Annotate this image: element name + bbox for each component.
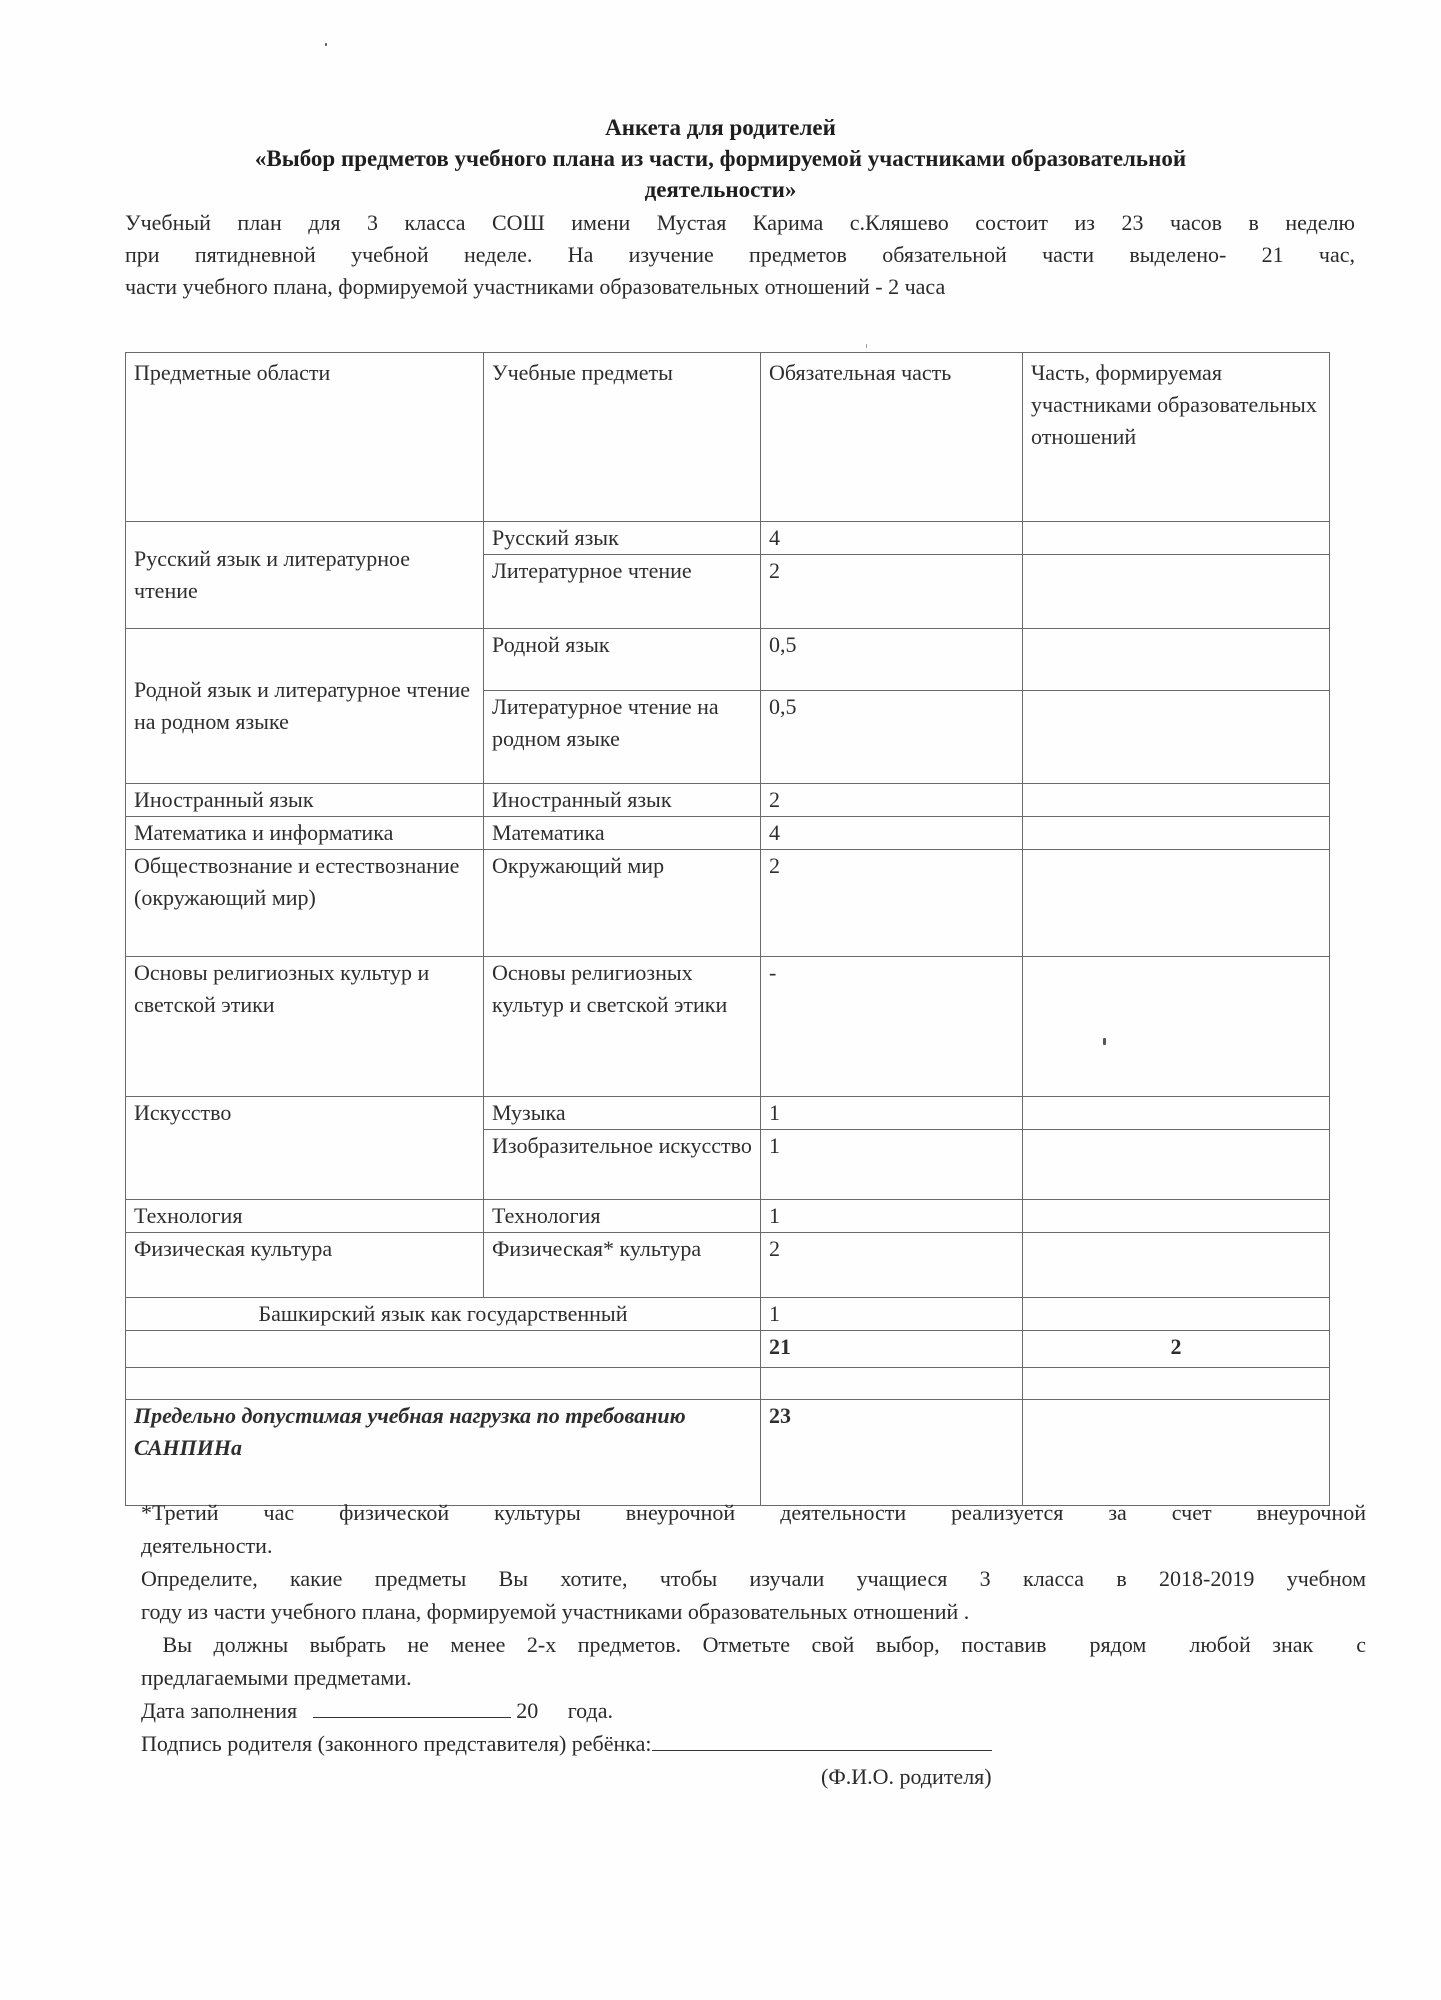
signature-caption: (Ф.И.О. родителя)	[821, 1764, 992, 1789]
cell-mandatory: -	[761, 957, 1023, 1097]
document-subtitle-line1: «Выбор предметов учебного плана из части, формируемой участниками образовательной	[254, 146, 1187, 171]
cell-mandatory: 2	[761, 555, 1023, 629]
intro-paragraph	[125, 207, 1355, 303]
curriculum-table	[125, 352, 1330, 1506]
scan-speck	[866, 344, 867, 348]
intro-line: при пятидневной учебной неделе. На изучение предметов обязательной части выделено- 21 час,	[125, 242, 1355, 267]
bashkir-row	[126, 1298, 1330, 1331]
cell-subject: Литературное чтение	[484, 555, 761, 629]
date-year-prefix: 20	[516, 1698, 539, 1723]
cell-mandatory: 1	[761, 1130, 1023, 1200]
cell-optional[interactable]	[1023, 1298, 1330, 1331]
cell-subject: Иностранный язык	[484, 784, 761, 817]
instruction-line: Определите, какие предметы Вы хотите, чтобы изучали учащиеся 3 класса в 2018-2019 учебном	[141, 1566, 1366, 1591]
signature-label: Подпись родителя (законного представителя) ребёнка:	[141, 1731, 652, 1756]
empty-row	[126, 1368, 1330, 1400]
cell-subject: Изобразительное искусство	[484, 1130, 761, 1200]
table-row	[126, 1233, 1330, 1298]
max-load-value: 23	[761, 1400, 1023, 1506]
intro-line: части учебного плана, формируемой участниками образовательных отношений - 2 часа	[125, 274, 946, 299]
cell-bashkir-label: Башкирский язык как государственный	[126, 1298, 761, 1331]
cell-empty	[761, 1368, 1023, 1400]
instruction-line: предлагаемыми предметами.	[141, 1665, 412, 1690]
footnote-line: *Третий час физической культуры внеурочной деятельности реализуется за счет внеурочной	[141, 1500, 1366, 1525]
cell-optional[interactable]	[1023, 522, 1330, 555]
cell-optional[interactable]	[1023, 1130, 1330, 1200]
cell-subject: Окружающий мир	[484, 850, 761, 957]
cell-optional[interactable]	[1023, 957, 1330, 1097]
cell-optional[interactable]	[1023, 817, 1330, 850]
cell-mandatory: 2	[761, 850, 1023, 957]
intro-line: Учебный план для 3 класса СОШ имени Мустая Карима с.Кляшево состоит из 23 часов в неделю	[125, 210, 1355, 235]
cell-mandatory: 0,5	[761, 691, 1023, 784]
cell-empty	[126, 1368, 761, 1400]
max-load-row	[126, 1400, 1330, 1506]
cell-area: Технология	[126, 1200, 484, 1233]
date-line	[141, 1694, 1366, 1727]
date-blank-field[interactable]	[313, 1716, 511, 1718]
cell-area: Иностранный язык	[126, 784, 484, 817]
signature-line	[141, 1727, 1366, 1760]
cell-optional[interactable]	[1023, 629, 1330, 691]
table-row	[126, 784, 1330, 817]
cell-subject: Русский язык	[484, 522, 761, 555]
cell-mandatory: 2	[761, 1233, 1023, 1298]
table-row	[126, 629, 1330, 691]
instruction-line: году из части учебного плана, формируемой участниками образовательных отношений .	[141, 1599, 970, 1624]
cell-subject: Основы религиозных культур и светской этики	[484, 957, 761, 1097]
cell-totals-label	[126, 1331, 761, 1368]
cell-subject: Технология	[484, 1200, 761, 1233]
cell-subject: Литературное чтение на родном языке	[484, 691, 761, 784]
table-row	[126, 957, 1330, 1097]
table-row	[126, 1097, 1330, 1130]
cell-optional	[1023, 1400, 1330, 1506]
cell-max-load-label: Предельно допустимая учебная нагрузка по требованию САНПИНа	[126, 1400, 761, 1506]
header-mandatory: Обязательная часть	[761, 353, 1023, 522]
cell-subject: Родной язык	[484, 629, 761, 691]
date-suffix: года.	[567, 1698, 613, 1723]
signature-blank-field[interactable]	[652, 1749, 992, 1751]
header-subject: Учебные предметы	[484, 353, 761, 522]
footer-section	[141, 1496, 1366, 1793]
header-subject-area: Предметные области	[126, 353, 484, 522]
scan-speck	[325, 43, 327, 46]
table-row	[126, 817, 1330, 850]
table-row	[126, 522, 1330, 555]
total-optional: 2	[1023, 1331, 1330, 1368]
header-optional: Часть, формируемая участниками образовательных отношений	[1023, 353, 1330, 522]
cell-optional[interactable]	[1023, 850, 1330, 957]
footnote-line: деятельности.	[141, 1533, 273, 1558]
cell-area: Родной язык и литературное чтение на родном языке	[126, 629, 484, 784]
cell-optional[interactable]	[1023, 1200, 1330, 1233]
cell-area: Математика и информатика	[126, 817, 484, 850]
cell-mandatory: 1	[761, 1298, 1023, 1331]
cell-mandatory: 4	[761, 522, 1023, 555]
cell-mandatory: 2	[761, 784, 1023, 817]
cell-subject: Математика	[484, 817, 761, 850]
instruction-line: Вы должны выбрать не менее 2-х предметов. Отметьте свой выбор, поставив рядом любой знак с	[141, 1632, 1366, 1657]
cell-empty	[1023, 1368, 1330, 1400]
table-row	[126, 850, 1330, 957]
cell-optional[interactable]	[1023, 1097, 1330, 1130]
cell-optional[interactable]	[1023, 691, 1330, 784]
totals-row	[126, 1331, 1330, 1368]
cell-mandatory: 4	[761, 817, 1023, 850]
cell-area: Искусство	[126, 1097, 484, 1200]
document-subtitle-line2: деятельности»	[644, 177, 797, 202]
cell-area: Русский язык и литературное чтение	[126, 522, 484, 629]
date-label: Дата заполнения	[141, 1698, 298, 1723]
cell-optional[interactable]	[1023, 1233, 1330, 1298]
cell-mandatory: 0,5	[761, 629, 1023, 691]
cell-mandatory: 1	[761, 1097, 1023, 1130]
cell-optional[interactable]	[1023, 555, 1330, 629]
cell-mandatory: 1	[761, 1200, 1023, 1233]
cell-area: Обществознание и естествознание (окружающий мир)	[126, 850, 484, 957]
table-header-row	[126, 353, 1330, 522]
table-row	[126, 1200, 1330, 1233]
total-mandatory: 21	[761, 1331, 1023, 1368]
cell-area: Основы религиозных культур и светской этики	[126, 957, 484, 1097]
document-title: Анкета для родителей	[605, 115, 836, 140]
cell-optional[interactable]	[1023, 784, 1330, 817]
cell-area: Физическая культура	[126, 1233, 484, 1298]
cell-subject: Музыка	[484, 1097, 761, 1130]
cell-subject: Физическая* культура	[484, 1233, 761, 1298]
